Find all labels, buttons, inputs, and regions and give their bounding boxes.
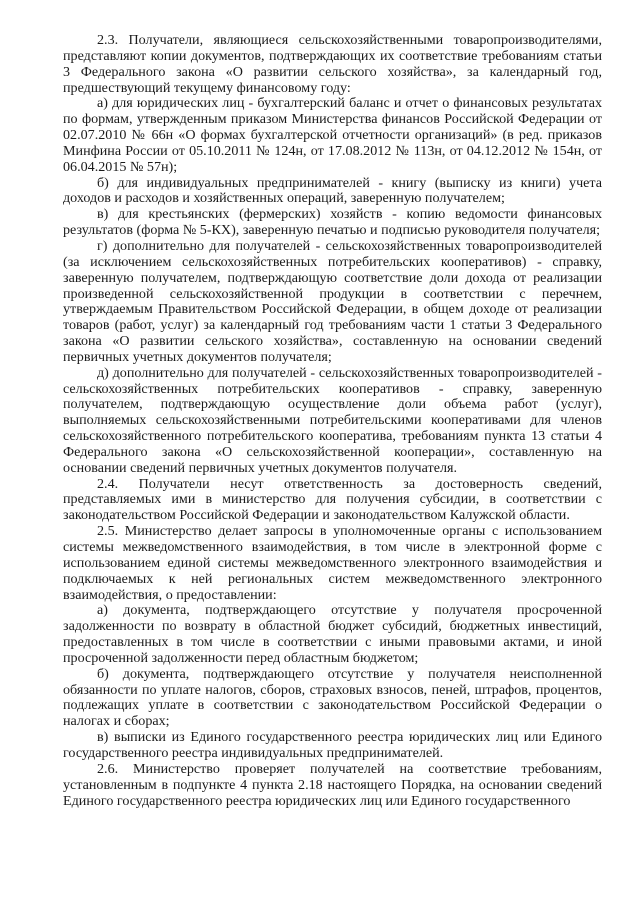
paragraph-2-3-d: д) дополнительно для получателей - сельскохозяйственных товаропроизводителей - сельскохозяйственных потребительских кооперативов - справку, заверенную получателем, подтверждающую осуществление доли объема работ (услуг), выполняемых сельскохозяйственными потребительскими кооперативами для членов сельскохозяйственного потребительского кооператива, требованиям пункта 13 статьи 4 Федерального закона «О сельскохозяйственной кооперации», составленную на основании сведений первичных учетных документов получателя. bbox=[63, 364, 602, 476]
paragraph-2-3-v: в) для крестьянских (фермерских) хозяйств - копию ведомости финансовых результатов (форма № 5-КХ), заверенную печатью и подписью руководителя получателя; bbox=[63, 206, 602, 239]
paragraph-2-5-b: б) документа, подтверждающего отсутствие у получателя неисполненной обязанности по уплате налогов, сборов, страховых взносов, пеней, штрафов, процентов, подлежащих уплате в соответствии с законодательством Российской Федерации о налогах и сборах; bbox=[63, 665, 602, 730]
paragraph-2-3-a: а) для юридических лиц - бухгалтерский баланс и отчет о финансовых результатах по формам, утвержденным приказом Министерства финансов Российской Федерации от 02.07.2010 № 66н «О формах бухгалтерской отчетности организаций» (в ред. приказов Минфина России от 05.10.2011 № 124н, от 17.08.2012 № 113н, от 04.12.2012 № 154н, от 06.04.2015 № 57н); bbox=[63, 95, 602, 175]
paragraph-2-6: 2.6. Министерство проверяет получателей на соответствие требованиям, установленным в подпункте 4 пункта 2.18 настоящего Порядка, на основании сведений Единого государственного реестра юридических лиц или Единого государственного bbox=[63, 760, 602, 809]
paragraph-2-3-g: г) дополнительно для получателей - сельскохозяйственных товаропроизводителей (за исключением сельскохозяйственных потребительских кооперативов) - справку, заверенную получателем, подтверждающую соответствие доли дохода от реализации произведенной сельскохозяйственной продукции в соответствии с перечнем, утверждаемым Правительством Российской Федерации, в общем доходе от реализации товаров (работ, услуг) за календарный год требованиям части 1 статьи 3 Федерального закона «О развитии сельского хозяйства», составленную на основании сведений первичных учетных документов получателя; bbox=[63, 237, 602, 365]
paragraph-2-5: 2.5. Министерство делает запросы в уполномоченные органы с использованием системы межведомственного взаимодействия, в том числе в электронной форме с использованием единой системы межведомственного электронного взаимодействия и подключаемых к ней региональных систем межведомственного электронного взаимодействия, о предоставлении: bbox=[63, 523, 602, 603]
paragraph-2-5-a: а) документа, подтверждающего отсутствие у получателя просроченной задолженности по возврату в областной бюджет субсидий, бюджетных инвестиций, предоставленных в том числе в соответствии с иными правовыми актами, и иной просроченной задолженности перед областным бюджетом; bbox=[63, 602, 602, 666]
paragraph-2-5-v: в) выписки из Единого государственного реестра юридических лиц или Единого государственного реестра индивидуальных предпринимателей. bbox=[63, 729, 602, 761]
paragraph-2-3-b: б) для индивидуальных предпринимателей - книгу (выписку из книги) учета доходов и расходов и хозяйственных операций, заверенную получателем; bbox=[63, 174, 602, 207]
paragraph-2-3: 2.3. Получатели, являющиеся сельскохозяйственными товаропроизводителями, представляют копии документов, подтверждающих их соответствие требованиям статьи 3 Федерального закона «О развитии сельского хозяйства», за календарный год, предшествующий текущему финансовому году: bbox=[63, 32, 602, 96]
paragraph-2-4: 2.4. Получатели несут ответственность за достоверность сведений, представляемых ими в министерство для получения субсидии, в соответствии с законодательством Российской Федерации и законодательством Калужской области. bbox=[63, 475, 602, 524]
